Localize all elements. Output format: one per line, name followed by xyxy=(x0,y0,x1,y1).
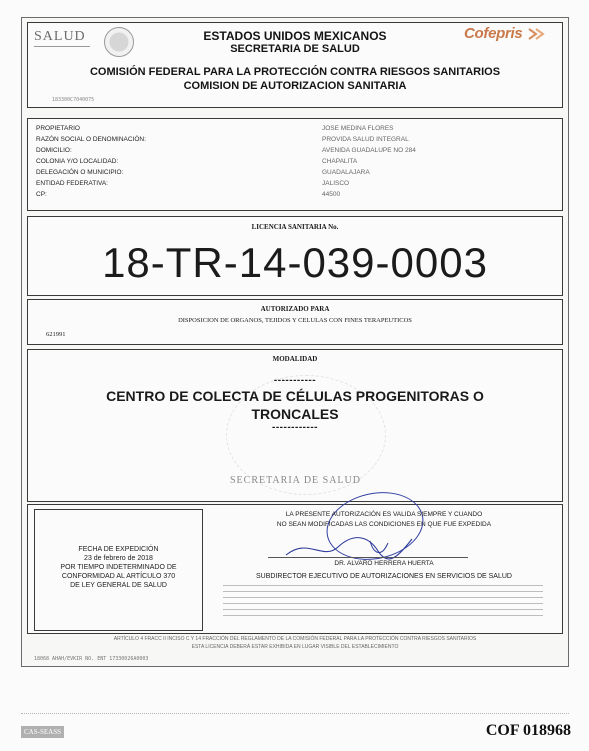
owner-value-cp: 44500 xyxy=(322,191,341,198)
cofepris-logo xyxy=(464,25,556,51)
modality-dashes-bottom: ------------ xyxy=(272,422,318,433)
secretaria-title: SECRETARIA DE SALUD xyxy=(230,43,360,55)
owner-value-municipio: GUADALAJARA xyxy=(322,169,370,176)
license-section xyxy=(27,216,563,296)
signer-title: SUBDIRECTOR EJECUTIVO DE AUTORIZACIONES EN SERVICIOS DE SALUD xyxy=(256,573,512,580)
commission-subtitle: COMISION DE AUTORIZACION SANITARIA xyxy=(183,80,407,92)
cofepris-logo-text: Cofepris xyxy=(464,25,523,42)
commission-title: COMISIÓN FEDERAL PARA LA PROTECCIÓN CONTRA RIESGOS SANITARIOS xyxy=(89,66,501,78)
license-number: 18-TR-14-039-0003 xyxy=(102,239,488,286)
legal-footer-line1: ARTÍCULO 4 FRACC II INCISO C Y 14 FRACCIÓN DEL REGLAMENTO DE LA COMISIÓN FEDERAL PARA LA PROTECCIÓN CONTRA RIESGOS SANITARIOS xyxy=(113,636,477,642)
owner-label-razon-social: RAZÓN SOCIAL O DENOMINACIÓN: xyxy=(36,136,146,143)
modality-line1: CENTRO DE COLECTA DE CÉLULAS PROGENITORAS O xyxy=(106,388,484,404)
modality-line2: TRONCALES xyxy=(251,406,339,422)
authorized-code: 621991 xyxy=(46,331,66,338)
owner-label-municipio: DELEGACIÓN O MUNICIPIO: xyxy=(36,169,124,176)
validity-statement-line1: LA PRESENTE AUTORIZACIÓN ES VALIDA SIEMPRE Y CUANDO xyxy=(285,511,483,518)
authorized-section xyxy=(27,299,563,345)
document-code: 183300C7040075 xyxy=(52,97,95,103)
authorized-label: AUTORIZADO PARA xyxy=(260,305,330,313)
owner-label-domicilio: DOMICILIO: xyxy=(36,147,72,154)
issue-date-value: 23 de febrero de 2018 xyxy=(84,555,153,562)
legal-footer-line2: ESTA LICENCIA DEBERÁ ESTAR EXHIBIDA EN LUGAR VISIBLE DEL ESTABLECIMIENTO xyxy=(191,644,399,650)
salud-logo-text: SALUD xyxy=(34,29,86,44)
modality-label: MODALIDAD xyxy=(272,355,318,363)
validity-line2: CONFORMIDAD AL ARTÍCULO 370 xyxy=(61,573,176,580)
modality-section xyxy=(27,349,563,502)
cas-seass-badge: CAS-SEASS xyxy=(21,726,64,738)
owner-value-razon-social: PROVIDA SALUD INTEGRAL xyxy=(322,136,409,143)
owner-value-domicilio: AVENIDA GUADALUPE NO 284 xyxy=(322,147,416,154)
owner-label-entidad: ENTIDAD FEDERATIVA: xyxy=(36,180,108,187)
authorized-text: DISPOSICION DE ORGANOS, TEJIDOS Y CELULAS CON FINES TERAPEUTICOS xyxy=(178,317,412,324)
cofepris-arrow-icon xyxy=(527,28,547,40)
issue-date-label: FECHA DE EXPEDICIÓN xyxy=(78,546,159,553)
owner-value-propietario: JOSE MEDINA FLORES xyxy=(322,125,394,132)
issue-date-box xyxy=(34,509,203,631)
owner-label-colonia: COLONIA Y/O LOCALIDAD: xyxy=(36,158,119,165)
watermark-text: SECRETARIA DE SALUD xyxy=(230,475,361,486)
microprint-line xyxy=(21,713,569,715)
owner-value-entidad: JALISCO xyxy=(322,180,350,187)
validity-line1: POR TIEMPO INDETERMINADO DE xyxy=(60,564,177,571)
license-label: LICENCIA SANITARIA No. xyxy=(251,223,339,231)
signature-section xyxy=(27,504,563,634)
country-title: ESTADOS UNIDOS MEXICANOS xyxy=(203,29,387,43)
fine-print xyxy=(223,585,543,621)
owner-section xyxy=(27,118,563,211)
validity-line3: DE LEY GENERAL DE SALUD xyxy=(70,582,167,589)
modality-dashes-top: ----------- xyxy=(273,375,317,386)
signature-line xyxy=(268,557,468,558)
serial-number: COF 018968 xyxy=(485,722,571,739)
signer-name: DR. ALVARO HERRERA HUERTA xyxy=(334,560,434,567)
owner-value-colonia: CHAPALITA xyxy=(322,158,358,165)
footer-reference: 18068 AHAH/EVKIR NO. ENT 17330026A0003 xyxy=(34,656,149,662)
owner-label-propietario: PROPIETARIO xyxy=(36,125,80,132)
validity-statement-line2: NO SEAN MODIFICADAS LAS CONDICIONES EN QUE FUE EXPEDIDA xyxy=(276,521,492,528)
header-section xyxy=(27,22,563,108)
owner-label-cp: CP: xyxy=(36,191,47,198)
